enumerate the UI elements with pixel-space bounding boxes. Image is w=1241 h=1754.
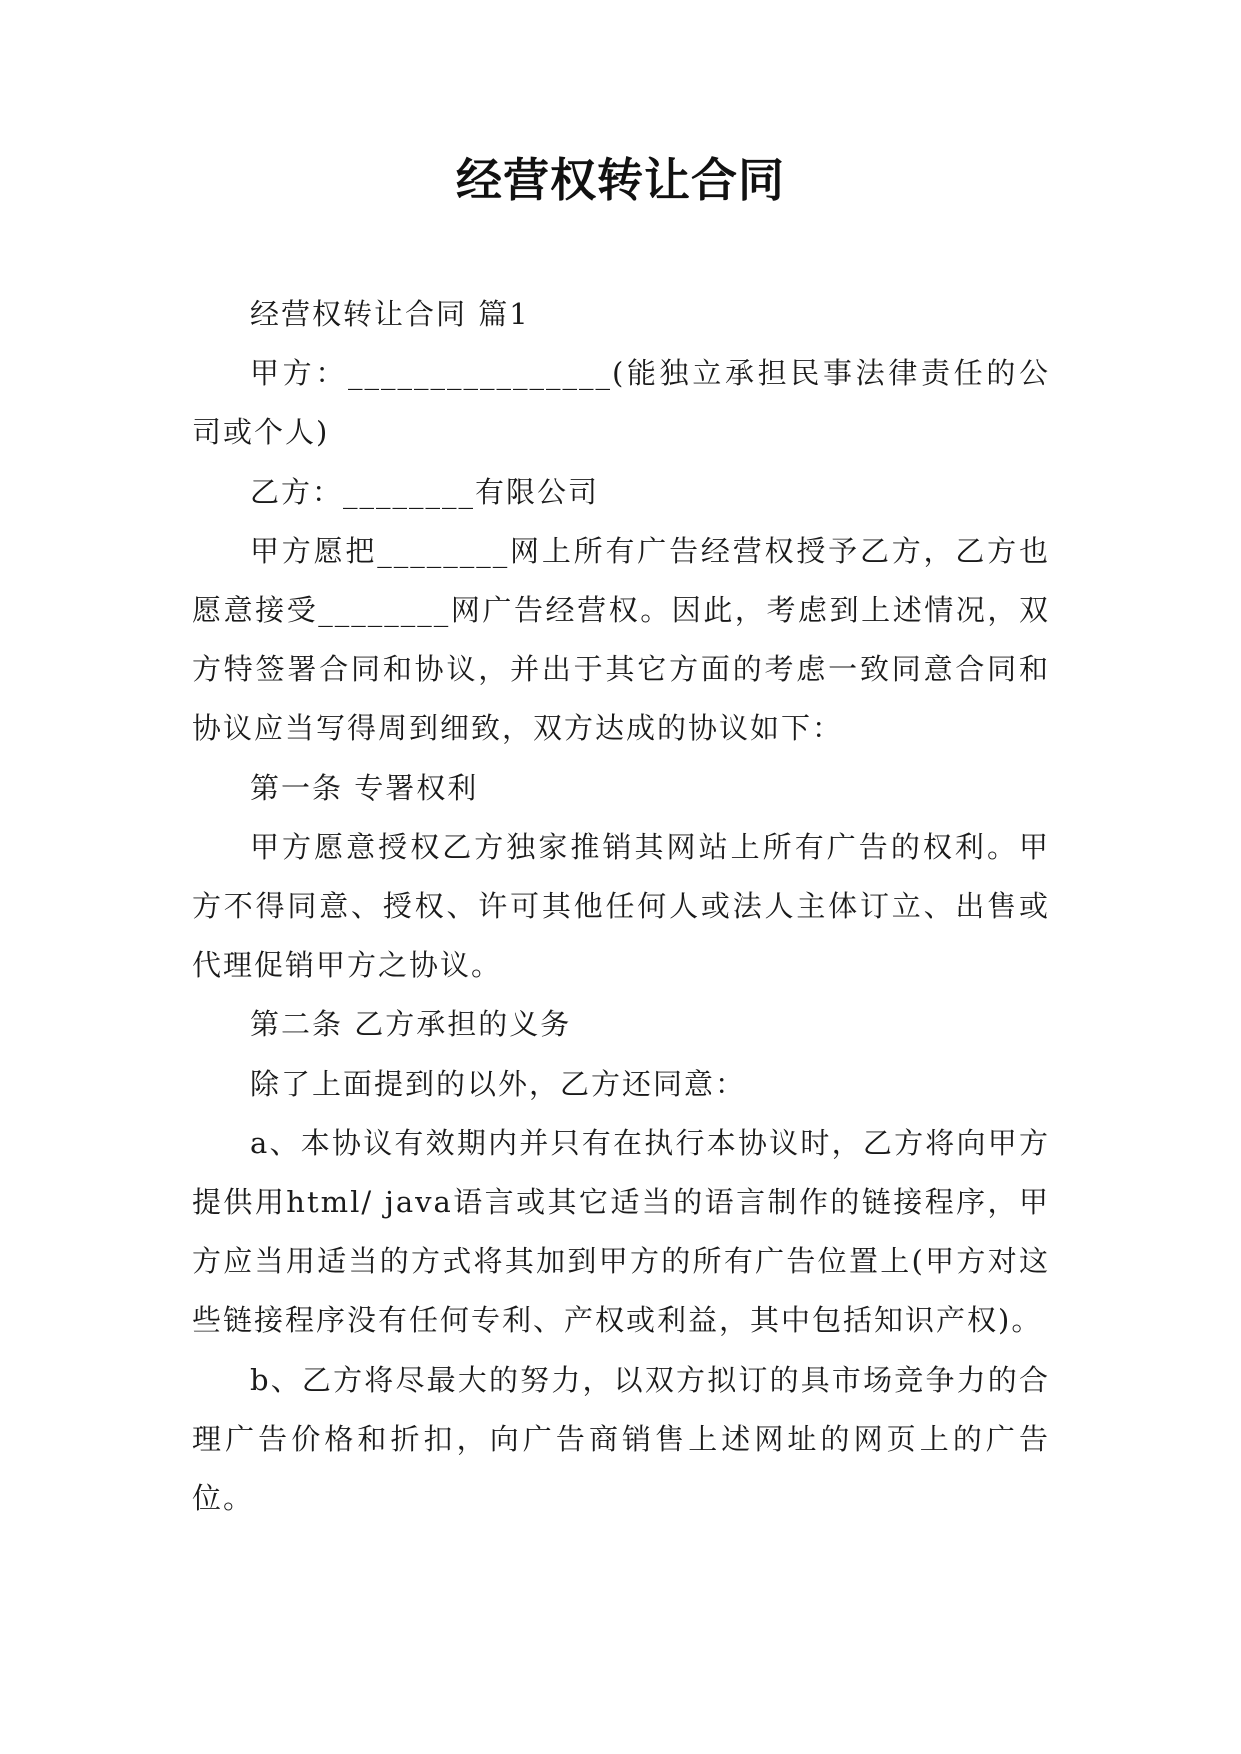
document-body	[192, 285, 1050, 1528]
party-b-line: 乙方：________有限公司	[250, 474, 600, 509]
clause-b: b、乙方将尽最大的努力，以双方拟订的具市场竞争力的合理广告价格和折扣，向广告商销售上述网址的网页上的广告位。	[192, 1362, 1050, 1516]
party-a-line: 甲方：________________(能独立承担民事法律责任的公司或个人)	[192, 356, 1050, 450]
document-title: 经营权转让合同	[456, 153, 785, 207]
article-1-heading: 第一条 专署权利	[250, 770, 479, 805]
preamble-paragraph: 甲方愿把________网上所有广告经营权授予乙方，乙方也愿意接受________网广告经营权。因此，考虑到上述情况，双方特签署合同和协议，并出于其它方面的考虑一致同意合同和协议应当写得周到细致，双方达成的协议如下：	[192, 533, 1050, 746]
section-heading: 经营权转让合同 篇1	[250, 297, 530, 331]
article-1-body: 甲方愿意授权乙方独家推销其网站上所有广告的权利。甲方不得同意、授权、许可其他任何人或法人主体订立、出售或代理促销甲方之协议。	[192, 829, 1050, 983]
clause-a: a、本协议有效期内并只有在执行本协议时，乙方将向甲方提供用html/ java语言或其它适当的语言制作的链接程序，甲方应当用适当的方式将其加到甲方的所有广告位置上(甲方对这些链接程序没有任何专利、产权或利益，其中包括知识产权)。	[192, 1125, 1050, 1338]
article-2-heading: 第二条 乙方承担的义务	[250, 1007, 572, 1042]
article-2-intro: 除了上面提到的以外，乙方还同意：	[250, 1066, 747, 1101]
